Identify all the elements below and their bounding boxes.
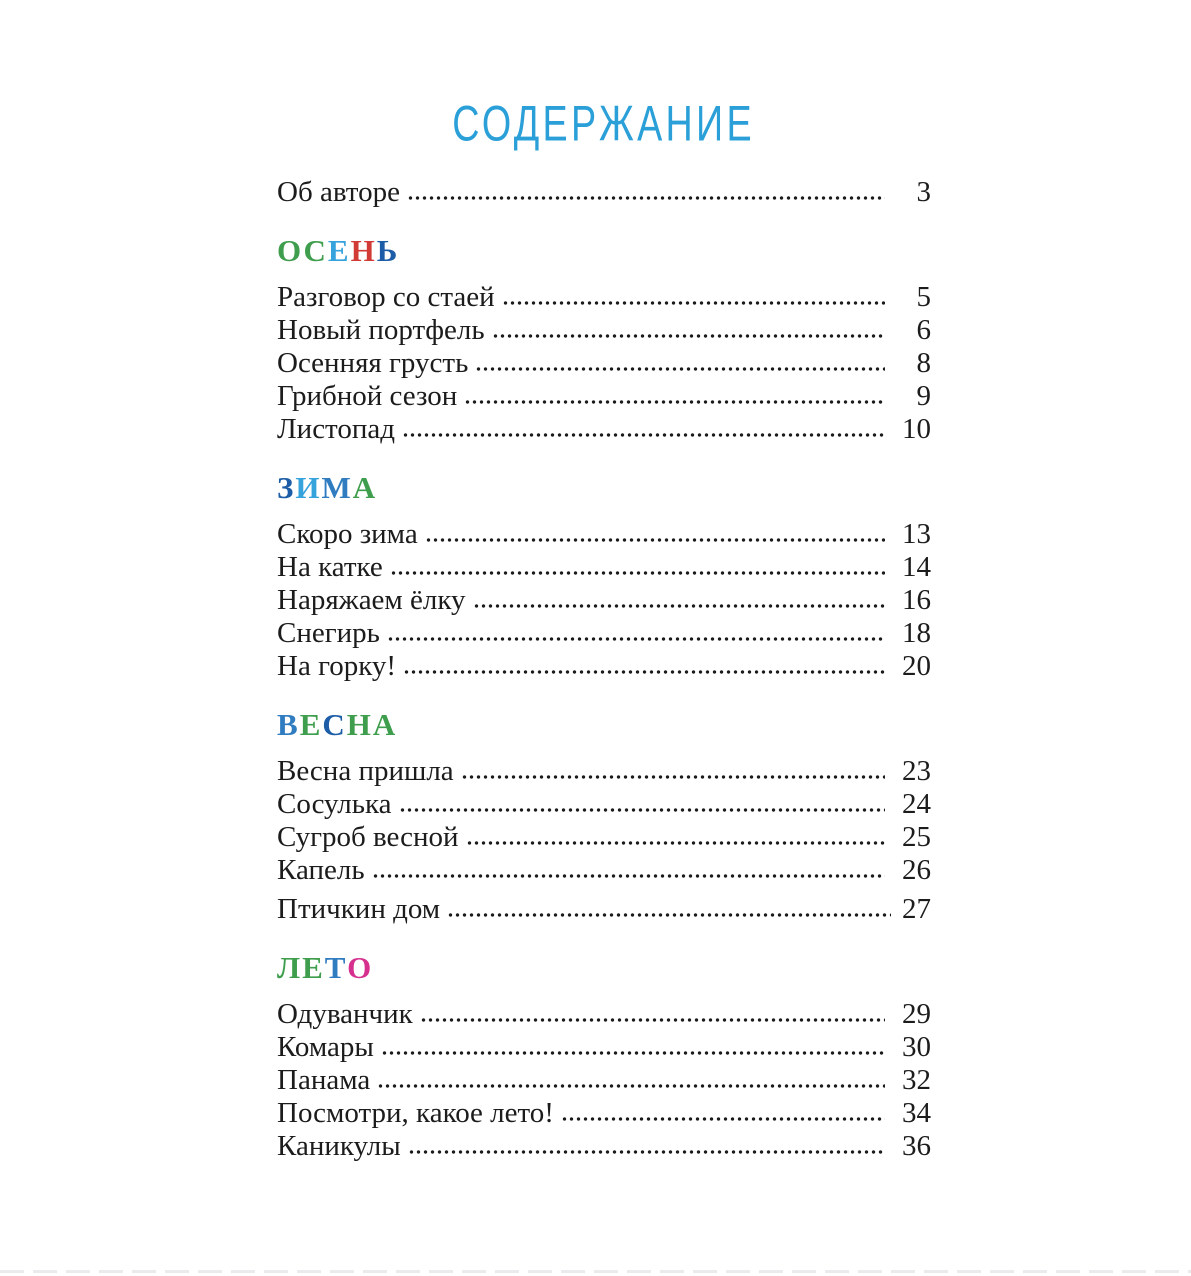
toc-content-column bbox=[277, 0, 931, 1163]
toc-entry[interactable] bbox=[277, 1130, 931, 1163]
toc-entry-page: 24 bbox=[902, 788, 931, 820]
toc-entry-label: Скоро зима bbox=[277, 518, 418, 550]
toc-entry-label: Наряжаем ёлку bbox=[277, 584, 466, 616]
section-title-autumn bbox=[277, 233, 931, 269]
toc-entry[interactable] bbox=[277, 551, 931, 584]
toc-entry[interactable] bbox=[277, 893, 931, 926]
toc-entry-page: 32 bbox=[902, 1064, 931, 1096]
dot-leader bbox=[402, 432, 885, 438]
dot-leader bbox=[464, 399, 885, 405]
toc-entry-about-author[interactable] bbox=[277, 176, 931, 209]
section-letter: О bbox=[347, 950, 374, 985]
toc-entry[interactable] bbox=[277, 821, 931, 854]
dot-leader bbox=[377, 1083, 885, 1089]
section-letter: А bbox=[372, 707, 398, 742]
section-summer bbox=[277, 950, 931, 1163]
toc-entry-label: Одуванчик bbox=[277, 998, 413, 1030]
dot-leader bbox=[390, 570, 885, 576]
toc-entry[interactable] bbox=[277, 347, 931, 380]
toc-entry-page: 23 bbox=[902, 755, 931, 787]
toc-entry[interactable] bbox=[277, 650, 931, 683]
dot-leader bbox=[473, 603, 885, 609]
toc-entry[interactable] bbox=[277, 854, 931, 887]
section-letter: С bbox=[322, 707, 347, 742]
section-spring bbox=[277, 707, 931, 926]
toc-entry-label: Об авторе bbox=[277, 176, 400, 208]
toc-entry-page: 20 bbox=[902, 650, 931, 682]
dot-leader bbox=[475, 366, 885, 372]
toc-entry-label: Новый портфель bbox=[277, 314, 485, 346]
page-title-text: СОДЕРЖАНИЕ bbox=[452, 94, 756, 152]
dot-leader bbox=[461, 774, 885, 780]
toc-entry[interactable] bbox=[277, 755, 931, 788]
dot-leader bbox=[403, 669, 885, 675]
toc-entry-page: 10 bbox=[902, 413, 931, 445]
section-letter: Е bbox=[302, 950, 325, 985]
toc-entry-label: Птичкин дом bbox=[277, 893, 441, 925]
section-letter: Ь bbox=[376, 233, 400, 268]
page-title bbox=[277, 94, 931, 152]
dot-leader bbox=[420, 1017, 885, 1023]
toc-entry[interactable] bbox=[277, 617, 931, 650]
toc-entry[interactable] bbox=[277, 584, 931, 617]
toc-entry-page: 14 bbox=[902, 551, 931, 583]
toc-entry-page: 30 bbox=[902, 1031, 931, 1063]
dot-leader bbox=[408, 1149, 885, 1155]
toc-entry-label: Каникулы bbox=[277, 1130, 401, 1162]
toc-entry-label: Разговор со стаей bbox=[277, 281, 495, 313]
toc-entry[interactable] bbox=[277, 413, 931, 446]
dot-leader bbox=[407, 195, 885, 201]
section-letter: Н bbox=[350, 233, 377, 268]
toc-entry-label: Посмотри, какое лето! bbox=[277, 1097, 554, 1129]
toc-entry-page: 26 bbox=[902, 854, 931, 886]
section-title-spring bbox=[277, 707, 931, 743]
toc-entry-page: 16 bbox=[902, 584, 931, 616]
toc-entry[interactable] bbox=[277, 1064, 931, 1097]
toc-entry-page: 6 bbox=[916, 314, 931, 346]
dot-leader bbox=[502, 300, 885, 306]
section-letter: Е bbox=[299, 707, 323, 742]
dot-leader bbox=[492, 333, 885, 339]
section-letter: Н bbox=[346, 707, 373, 742]
section-letter: Е bbox=[327, 233, 351, 268]
toc-entry-page: 29 bbox=[902, 998, 931, 1030]
toc-entry-page: 13 bbox=[902, 518, 931, 550]
section-letter: О bbox=[277, 233, 304, 268]
section-letter: Т bbox=[324, 950, 348, 985]
toc-entry-label: Комары bbox=[277, 1031, 374, 1063]
toc-entry-page: 3 bbox=[916, 176, 931, 208]
toc-entry-label: Панама bbox=[277, 1064, 371, 1096]
toc-entry-page: 34 bbox=[902, 1097, 931, 1129]
section-letter: А bbox=[352, 470, 378, 505]
toc-entry-page: 25 bbox=[902, 821, 931, 853]
dot-leader bbox=[447, 912, 891, 918]
dot-leader bbox=[561, 1116, 885, 1122]
section-winter bbox=[277, 470, 931, 683]
toc-entry-page: 5 bbox=[916, 281, 931, 313]
section-title-winter bbox=[277, 470, 931, 506]
toc-entry-label: Листопад bbox=[277, 413, 395, 445]
toc-entry-label: Весна пришла bbox=[277, 755, 454, 787]
toc-entry-label: Капель bbox=[277, 854, 365, 886]
section-letter: З bbox=[277, 470, 296, 505]
toc-entry[interactable] bbox=[277, 1031, 931, 1064]
page-bottom-perforation-line bbox=[0, 1270, 1191, 1273]
dot-leader bbox=[466, 840, 885, 846]
section-letter: Л bbox=[277, 950, 303, 985]
section-letter: М bbox=[321, 470, 353, 505]
toc-entry[interactable] bbox=[277, 788, 931, 821]
section-autumn bbox=[277, 233, 931, 446]
toc-entry-label: На горку! bbox=[277, 650, 397, 682]
toc-entry-page: 27 bbox=[902, 893, 931, 925]
dot-leader bbox=[399, 807, 886, 813]
toc-entry[interactable] bbox=[277, 998, 931, 1031]
toc-entry-page: 36 bbox=[902, 1130, 931, 1162]
dot-leader bbox=[425, 537, 885, 543]
toc-entry-label: Снегирь bbox=[277, 617, 380, 649]
dot-leader bbox=[381, 1050, 885, 1056]
section-title-summer bbox=[277, 950, 931, 986]
toc-entry[interactable] bbox=[277, 1097, 931, 1130]
toc-entry-label: На катке bbox=[277, 551, 383, 583]
section-letter: В bbox=[277, 707, 300, 742]
toc-entry[interactable] bbox=[277, 314, 931, 347]
section-letter: И bbox=[295, 470, 322, 505]
toc-entry-label: Сугроб весной bbox=[277, 821, 459, 853]
toc-entry[interactable] bbox=[277, 281, 931, 314]
toc-entry-label: Сосулька bbox=[277, 788, 392, 820]
section-letter: С bbox=[303, 233, 328, 268]
toc-entry[interactable] bbox=[277, 518, 931, 551]
toc-entry[interactable] bbox=[277, 380, 931, 413]
toc-entry-page: 8 bbox=[916, 347, 931, 379]
dot-leader bbox=[387, 636, 885, 642]
toc-entry-page: 18 bbox=[902, 617, 931, 649]
toc-entry-page: 9 bbox=[916, 380, 931, 412]
toc-entry-label: Грибной сезон bbox=[277, 380, 458, 412]
toc-entry-label: Осенняя грусть bbox=[277, 347, 469, 379]
dot-leader bbox=[372, 873, 885, 879]
